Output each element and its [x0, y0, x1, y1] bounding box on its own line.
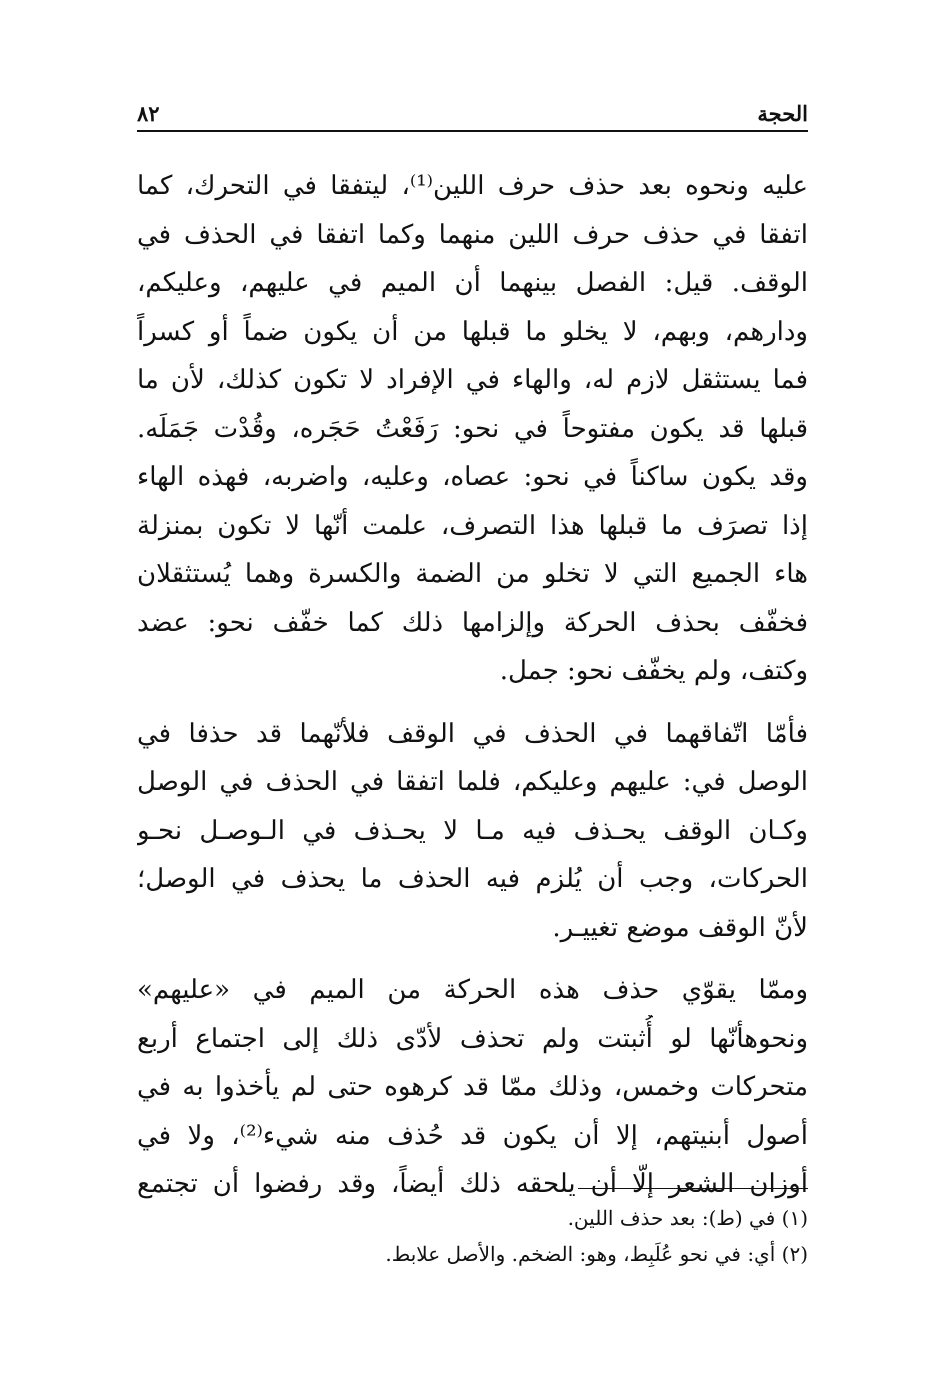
- footnote-2: (٢) أي: في نحو عُلَبِط، وهو: الضخم. والأصل علابط.: [385, 1242, 808, 1266]
- text-line: وقد يكون ساكناً في نحو: عصاه، وعليه، واضربه، فهذه الهاء: [137, 462, 808, 492]
- text-line: عليه ونحوه بعد حذف حرف اللين⁽¹⁾، ليتفقا في التحرك، كما: [137, 171, 808, 201]
- text-line: أوزان الشعر إلّا أن يلحقه ذلك أيضاً، وقد رفضوا أن تجتمع: [137, 1169, 808, 1199]
- page-number: ٨٢: [137, 100, 160, 126]
- footnote-1: (١) في (ط): بعد حذف اللين.: [567, 1206, 808, 1230]
- text-line: فما يستثقل لازم له، والهاء في الإفراد لا تكون كذلك، لأن ما: [137, 365, 808, 395]
- text-line: فخفّف بحذف الحركة وإلزامها ذلك كما خفّف نحو: عضد: [137, 607, 808, 638]
- paragraph-1: [137, 162, 808, 696]
- header-rule: [137, 130, 808, 132]
- text-line: هاء الجميع التي لا تخلو من الضمة والكسرة وهما يُستثقلان: [137, 559, 808, 589]
- text-line: قبلها قد يكون مفتوحاً في نحو: رَفَعْتُ حَجَره، وقُدْت جَمَلَه.: [137, 413, 808, 444]
- text-line: وكتف، ولم يخفّف نحو: جمل.: [499, 656, 808, 686]
- paragraph-2: [137, 710, 808, 953]
- text-line: وكـان الوقف يحـذف فيه مـا لا يحـذف في الـوصـل نحـو: [137, 815, 808, 846]
- text-line: ودارهم، وبهم، لا يخلو ما قبلها من أن يكون ضماً أو كسراً: [137, 316, 808, 347]
- text-line: الوصل في: عليهم وعليكم، فلما اتفقا في الحذف في الوصل: [137, 767, 808, 797]
- text-line: إذا تصرَف ما قبلها هذا التصرف، علمت أنّها لا تكون بمنزلة: [137, 510, 808, 541]
- text-line: وممّا يقوّي حذف هذه الحركة من الميم في «عليهم»: [137, 975, 808, 1005]
- text-line: فأمّا اتّفاقهما في الحذف في الوقف فلأنّهما قد حذفا في: [137, 718, 808, 749]
- footnotes: [137, 1200, 808, 1272]
- text-line: اتفقا في حذف حرف اللين منهما وكما اتفقا في الحذف في: [137, 219, 808, 250]
- main-text: [137, 162, 808, 1209]
- text-line: أصول أبنيتهم، إلا أن يكون قد حُذف منه شيء⁽²⁾، ولا في: [137, 1120, 808, 1151]
- footnote-rule: [578, 1188, 808, 1189]
- text-line: الحركات، وجب أن يُلزم فيه الحذف ما يحذف في الوصل؛: [137, 864, 808, 894]
- running-title: الحجة: [757, 100, 808, 126]
- page-header: [137, 96, 808, 130]
- text-line: الوقف. قيل: الفصل بينهما أن الميم في عليهم، وعليكم،: [137, 268, 808, 298]
- text-line: متحركات وخمس، وذلك ممّا قد كرهوه حتى لم يأخذوا به في: [137, 1072, 808, 1102]
- text-line: ونحوهأنّها لو أُثبتت ولم تحذف لأدّى ذلك إلى اجتماع أربع: [137, 1023, 808, 1054]
- paragraph-3: [137, 966, 808, 1209]
- text-line: لأنّ الوقف موضع تغييـر.: [552, 912, 808, 943]
